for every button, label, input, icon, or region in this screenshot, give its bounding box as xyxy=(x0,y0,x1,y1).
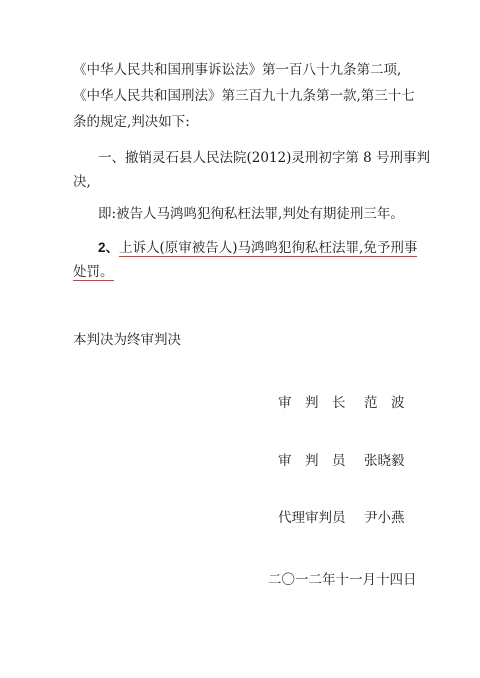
signature-name: 尹小燕 xyxy=(364,510,405,526)
verdict-item-2-text: 上诉人(原审被告人)马鸿鸣犯徇私枉法罪,免予刑事 xyxy=(119,240,418,256)
verdict-item-2-text-cont: 处罚。 xyxy=(73,264,114,280)
legal-basis-line-3: 条的规定,判决如下: xyxy=(73,114,190,130)
verdict-item-2-line-1 xyxy=(98,238,417,258)
signature-name: 范 波 xyxy=(364,395,405,411)
signature-title: 代理审判员 xyxy=(278,510,346,526)
legal-basis-line-1: 《中华人民共和国刑事诉讼法》第一百八十九条第二项, xyxy=(73,62,402,78)
verdict-item-2-number: 2、 xyxy=(98,240,120,255)
final-judgment-note: 本判决为终审判决 xyxy=(73,332,181,348)
legal-basis-line-2: 《中华人民共和国刑法》第三百九十九条第一款,第三十七 xyxy=(73,88,415,104)
verdict-item-2-line-2 xyxy=(73,262,114,282)
signature-title: 审 判 员 xyxy=(278,453,346,469)
signature-title: 审 判 长 xyxy=(278,395,346,411)
verdict-item-1-detail: 即:被告人马鸿鸣犯徇私枉法罪,判处有期徒刑三年。 xyxy=(98,206,404,222)
judgment-date: 二〇一二年十一月十四日 xyxy=(268,572,417,588)
signature-name: 张晓毅 xyxy=(364,453,405,469)
verdict-item-1-line-1: 一、撤销灵石县人民法院(2012)灵刑初字第 8 号刑事判 xyxy=(98,150,431,166)
verdict-item-1-line-2: 决, xyxy=(73,174,91,190)
